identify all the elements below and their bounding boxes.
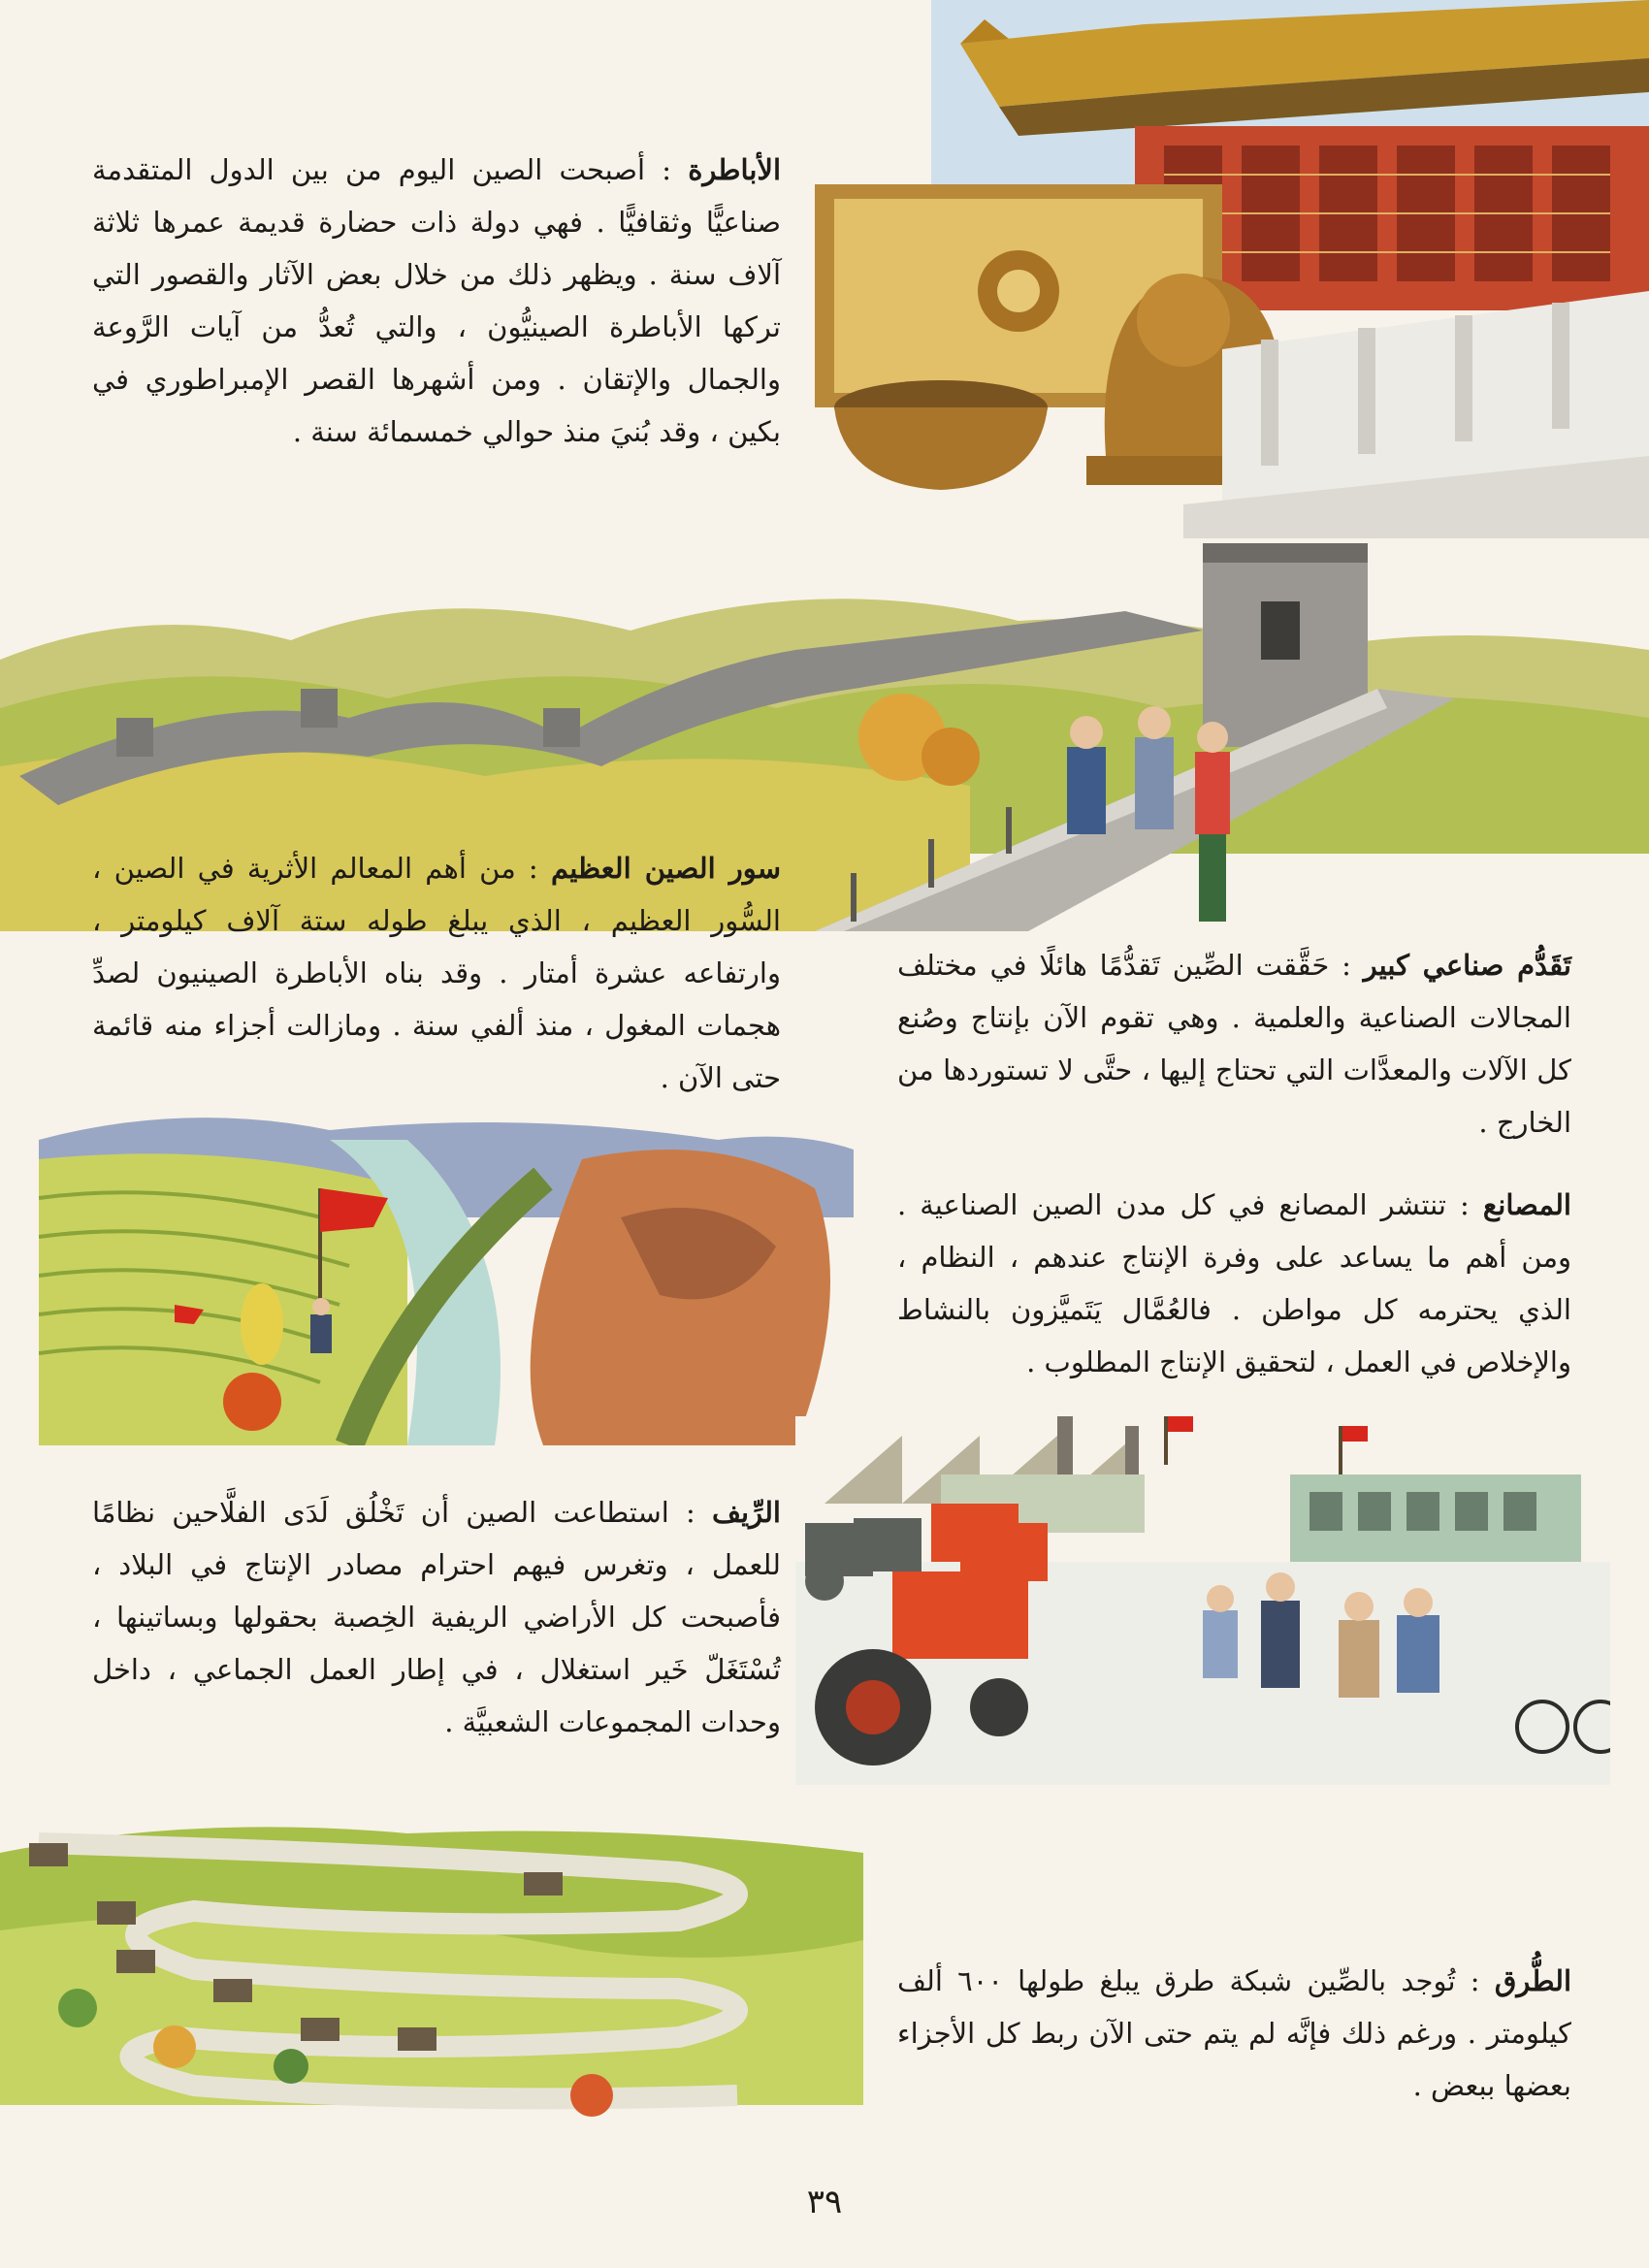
factories-paragraph <box>897 1179 1571 1388</box>
great-wall-paragraph <box>92 842 781 1104</box>
winding-road-illustration <box>0 1814 863 2124</box>
industry-body: : حَقَّقت الصِّين تَقدُّمًا هائلًا في مختلف المجالات الصناعية والعلمية . وهي تقوم الآن بإنتاج وصُنع كل الآلات والمعدَّات التي تحتاج إليها ، حتَّى لا تستوردها من الخارج . <box>897 949 1571 1139</box>
factory-tractors-illustration <box>795 1416 1610 1785</box>
countryside-paragraph <box>92 1486 781 1748</box>
industry-heading: تَقَدُّم صناعي كبير <box>1363 949 1571 982</box>
factories-body: : تنتشر المصانع في كل مدن الصين الصناعية . ومن أهم ما يساعد على وفرة الإنتاج عندهم ، النظام ، الذي يحترمه كل مواطن . فالعُمَّال يَتَميَّزون بالنشاط والإخلاص في العمل ، لتحقيق الإنتاج المطلوب . <box>897 1188 1571 1378</box>
terraced-fields-illustration <box>39 1101 854 1445</box>
countryside-body: : استطاعت الصين أن تَخْلُق لَدَى الفلَّاحين نظامًا للعمل ، وتغرس فيهم احترام مصادر الإنتاج في البلاد ، فأصبحت كل الأراضي الريفية الخِصبة بحقولها وبساتينها ، تُسْتَغَلّ خَير استغلال ، في إطار العمل الجماعي ، داخل وحدات المجموعات الشعبيَّة . <box>92 1496 781 1738</box>
industry-paragraph <box>897 939 1571 1149</box>
roads-paragraph <box>897 1955 1571 2112</box>
roads-body: : تُوجد بالصِّين شبكة طرق يبلغ طولها ٦٠٠ ألف كيلومتر . ورغم ذلك فإنَّه لم يتم حتى الآن ربط كل الأجزاء بعضها ببعض . <box>897 1964 1571 2102</box>
great-wall-heading: سور الصين العظيم <box>550 852 782 885</box>
factories-heading: المصانع <box>1482 1188 1571 1221</box>
imperial-palace-illustration <box>815 0 1649 538</box>
great-wall-body: : من أهم المعالم الأثرية في الصين ، السُّور العظيم ، الذي يبلغ طوله ستة آلاف كيلومتر ، وارتفاعه عشرة أمتار . وقد بناه الأباطرة الصينيون لصدِّ هجمات المغول ، منذ ألفي سنة . ومازالت أجزاء منه قائمة حتى الآن . <box>92 852 781 1094</box>
emperors-body: : أصبحت الصين اليوم من بين الدول المتقدمة صناعيًّا وثقافيًّا . فهي دولة ذات حضارة قديمة عمرها ثلاثة آلاف سنة . ويظهر ذلك من خلال بعض الآثار والقصور التي تركها الأباطرة الصينيُّون ، والتي تُعدُّ من آيات الرَّوعة والجمال والإتقان . ومن أشهرها القصر الإمبراطوري في بكين ، وقد بُنيَ منذ حوالي خمسمائة سنة . <box>92 153 781 448</box>
emperors-paragraph <box>92 144 781 458</box>
countryside-heading: الرِّيف <box>712 1496 781 1529</box>
roads-heading: الطُّرق <box>1494 1964 1571 1997</box>
emperors-heading: الأباطرة <box>688 153 781 186</box>
page-number: ٣٩ <box>806 2183 843 2221</box>
